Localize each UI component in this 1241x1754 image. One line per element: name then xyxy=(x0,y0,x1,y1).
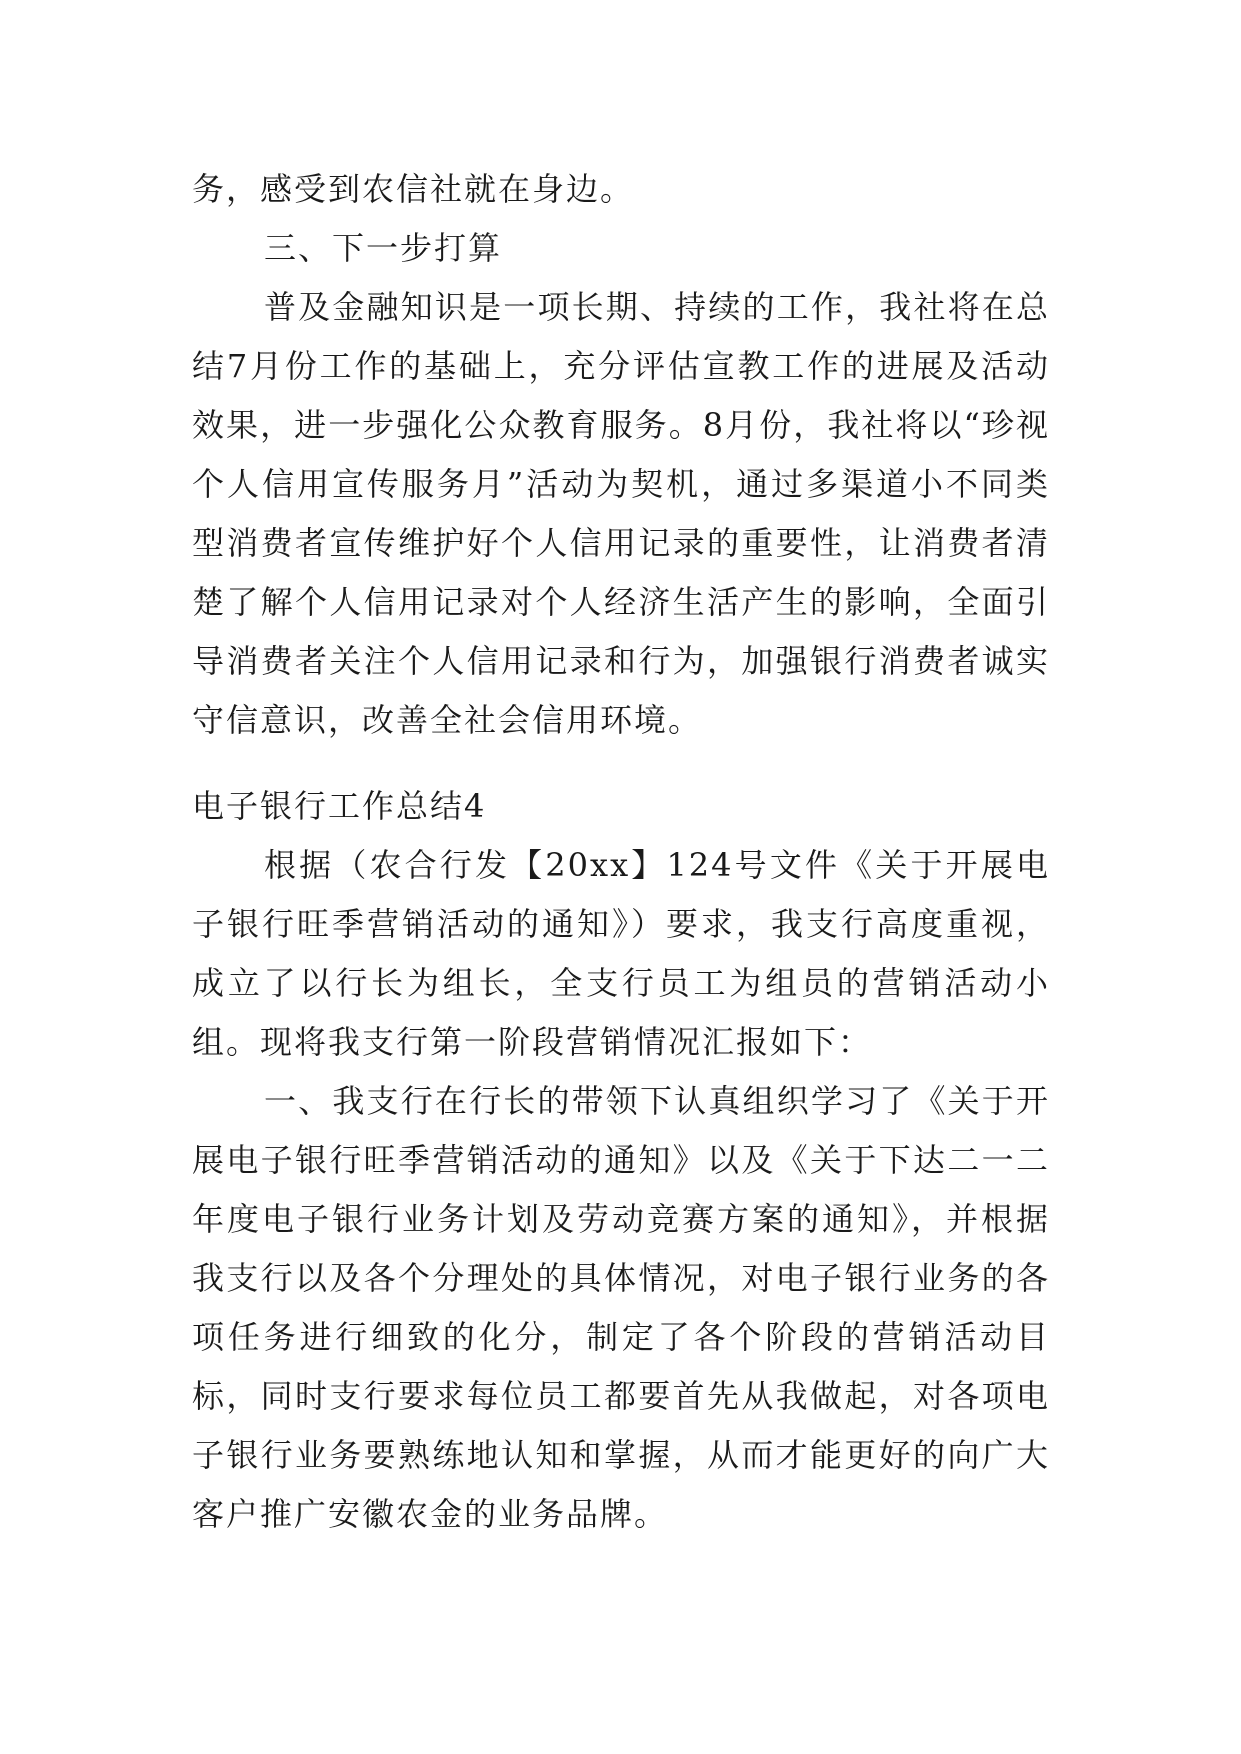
section-title: 电子银行工作总结4 xyxy=(192,787,487,825)
bottom-text-block xyxy=(192,777,1050,1544)
next-steps-heading: 三、下一步打算 xyxy=(264,229,503,267)
intro-paragraph: 根据（农合行发【20xx】124号文件《关于开展电子银行旺季营销活动的通知》）要求，我支行高度重视，成立了以行长为组长，全支行员工为组员的营销活动小组。现将我支行第一阶段营销情况汇报如下： xyxy=(192,846,1050,1061)
top-text-block xyxy=(192,160,1050,750)
item-one-paragraph: 一、我支行在行长的带领下认真组织学习了《关于开展电子银行旺季营销活动的通知》以及《关于下达二一二年度电子银行业务计划及劳动竞赛方案的通知》，并根据我支行以及各个分理处的具体情况，对电子银行业务的各项任务进行细致的化分，制定了各个阶段的营销活动目标，同时支行要求每位员工都要首先从我做起，对各项电子银行业务要熟练地认知和掌握，从而才能更好的向广大客户推广安徽农金的业务品牌。 xyxy=(192,1082,1050,1533)
continuation-paragraph: 务，感受到农信社就在身边。 xyxy=(192,170,635,208)
next-steps-paragraph: 普及金融知识是一项长期、持续的工作，我社将在总结7月份工作的基础上，充分评估宣教工作的进展及活动效果，进一步强化公众教育服务。8月份，我社将以“珍视个人信用宣传服务月”活动为契机，通过多渠道小不同类型消费者宣传维护好个人信用记录的重要性，让消费者清楚了解个人信用记录对个人经济生活产生的影响，全面引导消费者关注个人信用记录和行为，加强银行消费者诚实守信意识，改善全社会信用环境。 xyxy=(192,288,1050,739)
